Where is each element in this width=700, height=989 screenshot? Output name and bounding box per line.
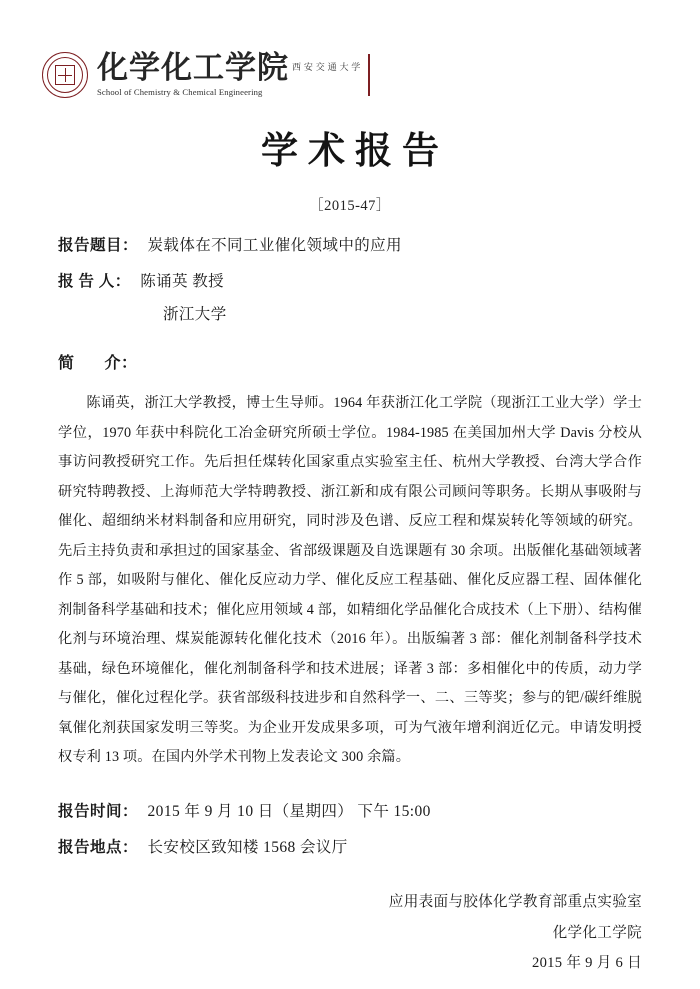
- university-name-tag: 西 安 交 通 大 学: [292, 63, 361, 74]
- topic-colon: ：: [122, 237, 138, 254]
- time-label: 报告时间: [58, 802, 123, 820]
- intro-label: [58, 350, 642, 373]
- signature-lab: 应用表面与胶体化学教育部重点实验室: [388, 893, 642, 910]
- letterhead-divider: [368, 54, 370, 96]
- signature-block: [58, 887, 642, 979]
- topic-label: 报告题目: [58, 237, 123, 254]
- letterhead: [42, 0, 642, 98]
- time-value: 2015 年 9 月 10 日（星期四） 下午 15:00: [147, 802, 431, 820]
- speaker-affiliation: 浙江大学: [163, 306, 227, 323]
- document-number: ［2015-47］: [309, 198, 391, 214]
- intro-paragraph: 陈诵英，浙江大学教授，博士生导师。1964 年获浙江化工学院（现浙江工业大学）学士学位，1970 年获中科院化工冶金研究所硕士学位。1984-1985 在美国加州大学 Davis 分校从事访问教授研究工作。先后担任煤转化国家重点实验室主任、杭州大学教授、台湾大学合作研究特聘教授、上海师范大学特聘教授、浙江新和成有限公司顾问等职务。长期从事吸附与催化、超细纳米材料制备和应用研究，同时涉及色谱、反应工程和煤炭转化等领域的研究。先后主持负责和承担过的国家基金、省部级课题及自选课题有 30 余项。出版催化基础领域著作 5 部，如吸附与催化、催化反应动力学、催化反应工程基础、催化反应器工程、固体催化剂制备科学基础和技术；催化应用领域 4 部，如精细化学品催化合成技术（上下册）、结构催化剂与环境治理、煤炭能源转化催化技术（2016 年）。出版编著 3 部：催化剂制备科学技术基础，绿色环境催化，催化剂制备科学和技术进展；译著 3 部：多相催化中的传质，动力学与催化，催化过程化学。获省部级科技进步和自然科学一、二、三等奖；参与的钯/碳纤维脱氧催化剂获国家发明三等奖。为企业开发成果多项，可为气液年增利润近亿元。申请发明授权专利 13 项。在国内外学术刊物上发表论文 300 余篇。: [58, 395, 642, 766]
- field-time: [58, 799, 642, 821]
- place-label: 报告地点: [58, 838, 123, 856]
- field-speaker: [58, 269, 642, 291]
- field-place: [58, 835, 642, 857]
- speaker-value: 陈诵英 教授: [140, 273, 225, 290]
- place-colon: ：: [122, 838, 138, 856]
- university-seal-icon: [42, 52, 88, 98]
- field-topic: [58, 233, 642, 255]
- signature-school: 化学化工学院: [552, 924, 642, 941]
- intro-label-colon: 介：: [104, 355, 138, 372]
- letterhead-text: [97, 50, 361, 98]
- speaker-colon: ：: [114, 273, 131, 290]
- school-name-en: School of Chemistry & Chemical Engineering: [97, 87, 263, 98]
- speaker-label: 报 告 人: [58, 273, 115, 290]
- page-title: 学术报告: [261, 128, 449, 172]
- school-name-cn: 化学化工学院 $^{西 安 交 通 大 学}$: [97, 50, 361, 87]
- time-colon: ：: [122, 802, 138, 820]
- signature-date: 2015 年 9 月 6 日: [531, 955, 642, 972]
- place-value: 长安校区致知楼 1568 会议厅: [147, 838, 348, 856]
- intro-label-text: 简: [58, 355, 75, 372]
- topic-value: 炭载体在不同工业催化领域中的应用: [147, 237, 402, 254]
